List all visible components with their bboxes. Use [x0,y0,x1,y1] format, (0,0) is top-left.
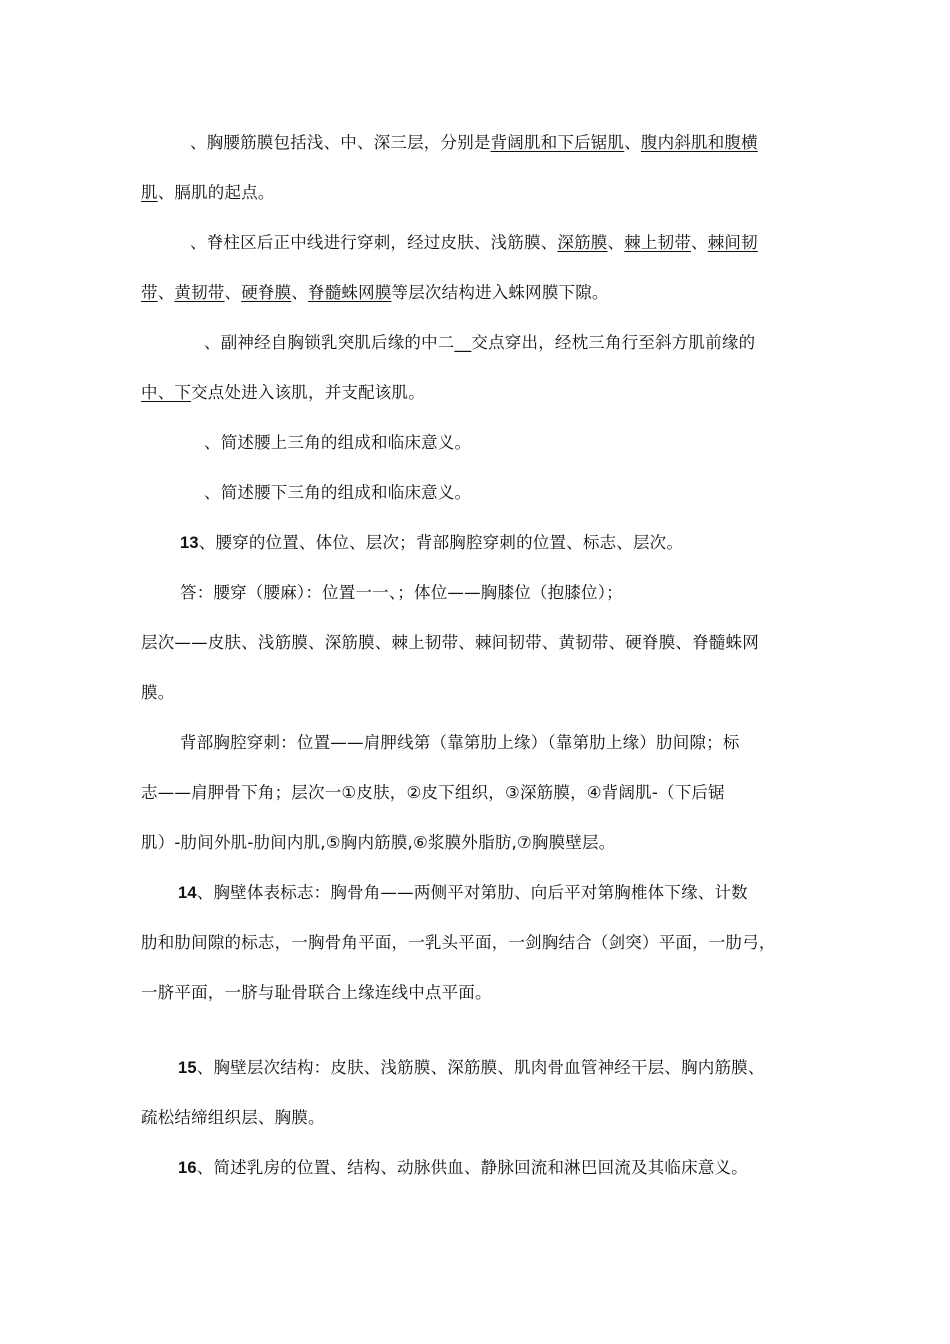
question-number: 16 [178,1159,197,1177]
text-line: 带、黄韧带、硬脊膜、脊髓蛛网膜等层次结构进入蛛网膜下隙。 [141,283,609,302]
text-line: 中、下交点处进入该肌，并支配该肌。 [141,383,425,402]
question-number: 13 [180,534,199,552]
answer-line: 答：腰穿（腰麻）：位置一一、；体位——胸膝位（抱膝位）； [180,583,623,602]
question-heading: 15、胸壁层次结构：皮肤、浅筋膜、深筋膜、肌肉骨血管神经干层、胸内筋膜、 [178,1058,765,1077]
text-line: 志——肩胛骨下角；层次一①皮肤，②皮下组织，③深筋膜，④背阔肌-（下后锯 [141,783,725,802]
question-heading: 14、胸壁体表标志：胸骨角——两侧平对第肋、向后平对第胸椎体下缘、计数 [178,883,748,902]
question-heading: 16、简述乳房的位置、结构、动脉供血、静脉回流和淋巴回流及其临床意义。 [178,1158,748,1177]
text-line: 、脊柱区后正中线进行穿刺，经过皮肤、浅筋膜、深筋膜、棘上韧带、棘间韧 [190,233,758,252]
question-heading: 13、腰穿的位置、体位、层次；背部胸腔穿刺的位置、标志、层次。 [180,533,684,552]
text-line: 层次——皮肤、浅筋膜、深筋膜、棘上韧带、棘间韧带、黄韧带、硬脊膜、脊髓蛛网 [141,633,759,652]
text-line: 、副神经自胸锁乳突肌后缘的中二__交点穿出，经枕三角行至斜方肌前缘的 [204,333,756,352]
question-number: 15 [178,1059,197,1077]
text-line: 背部胸腔穿刺：位置——肩胛线第（靠第肋上缘）（靠第肋上缘）肋间隙；标 [180,733,740,752]
text-line: 、胸腰筋膜包括浅、中、深三层，分别是背阔肌和下后锯肌、腹内斜肌和腹横 [190,133,758,152]
text-line: 膜。 [141,683,175,702]
text-line: 、简述腰下三角的组成和临床意义。 [204,483,472,502]
text-line: 、简述腰上三角的组成和临床意义。 [204,433,472,452]
text-line: 疏松结缔组织层、胸膜。 [141,1108,325,1127]
text-line: 一脐平面，一脐与耻骨联合上缘连线中点平面。 [141,983,492,1002]
text-line: 肋和肋间隙的标志，一胸骨角平面，一乳头平面，一剑胸结合（剑突）平面，一肋弓， [141,933,776,952]
question-number: 14 [178,884,197,902]
text-line: 肌）-肋间外肌-肋间内肌,⑤胸内筋膜,⑥浆膜外脂肪,⑦胸膜壁层。 [141,833,616,852]
text-line: 肌、膈肌的起点。 [141,183,275,202]
